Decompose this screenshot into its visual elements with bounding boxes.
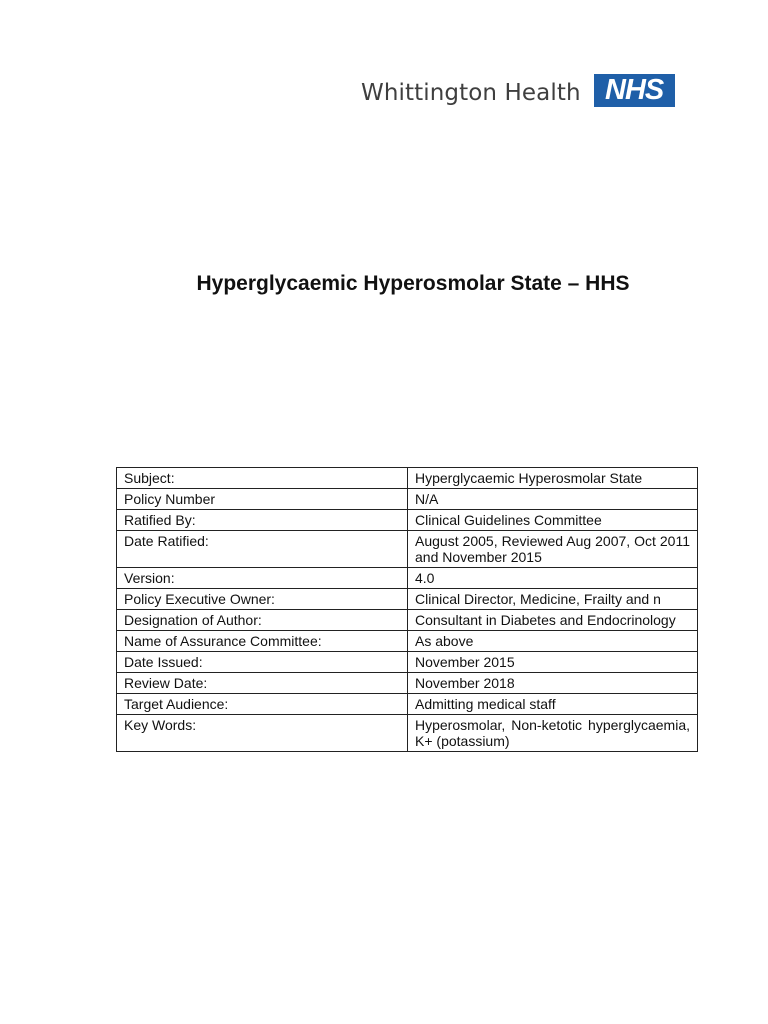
document-title: Hyperglycaemic Hyperosmolar State – HHS bbox=[196, 272, 630, 295]
row-value: August 2005, Reviewed Aug 2007, Oct 2011 and November 2015 bbox=[408, 531, 698, 568]
row-value: Hyperglycaemic Hyperosmolar State bbox=[408, 468, 698, 489]
row-label: Name of Assurance Committee: bbox=[117, 631, 408, 652]
row-label: Ratified By: bbox=[117, 510, 408, 531]
row-label: Review Date: bbox=[117, 673, 408, 694]
row-label: Date Ratified: bbox=[117, 531, 408, 568]
organisation-logo bbox=[361, 74, 675, 107]
table-row bbox=[117, 673, 698, 694]
row-label: Designation of Author: bbox=[117, 610, 408, 631]
table-row bbox=[117, 489, 698, 510]
table-row bbox=[117, 589, 698, 610]
row-value: Hyperosmolar, Non-ketotic hyperglycaemia, K+ (potassium) bbox=[408, 715, 698, 752]
row-value: Clinical Guidelines Committee bbox=[408, 510, 698, 531]
row-value: Clinical Director, Medicine, Frailty and n bbox=[408, 589, 698, 610]
row-value: Consultant in Diabetes and Endocrinology bbox=[408, 610, 698, 631]
nhs-logo bbox=[594, 74, 675, 107]
table-row bbox=[117, 631, 698, 652]
row-label: Policy Executive Owner: bbox=[117, 589, 408, 610]
table-row bbox=[117, 531, 698, 568]
row-value: As above bbox=[408, 631, 698, 652]
table-row bbox=[117, 694, 698, 715]
row-value: November 2018 bbox=[408, 673, 698, 694]
policy-details-table bbox=[116, 467, 698, 752]
row-value: Admitting medical staff bbox=[408, 694, 698, 715]
row-label: Subject: bbox=[117, 468, 408, 489]
table-row bbox=[117, 715, 698, 752]
organisation-name: Whittington Health bbox=[361, 79, 581, 106]
table-row bbox=[117, 510, 698, 531]
table-row bbox=[117, 652, 698, 673]
table-row bbox=[117, 568, 698, 589]
table-row bbox=[117, 610, 698, 631]
row-label: Key Words: bbox=[117, 715, 408, 752]
row-value: November 2015 bbox=[408, 652, 698, 673]
row-value: N/A bbox=[408, 489, 698, 510]
row-label: Date Issued: bbox=[117, 652, 408, 673]
row-label: Version: bbox=[117, 568, 408, 589]
nhs-logo-text: NHS bbox=[605, 74, 664, 106]
row-label: Target Audience: bbox=[117, 694, 408, 715]
table-row bbox=[117, 468, 698, 489]
row-value: 4.0 bbox=[408, 568, 698, 589]
row-label: Policy Number bbox=[117, 489, 408, 510]
